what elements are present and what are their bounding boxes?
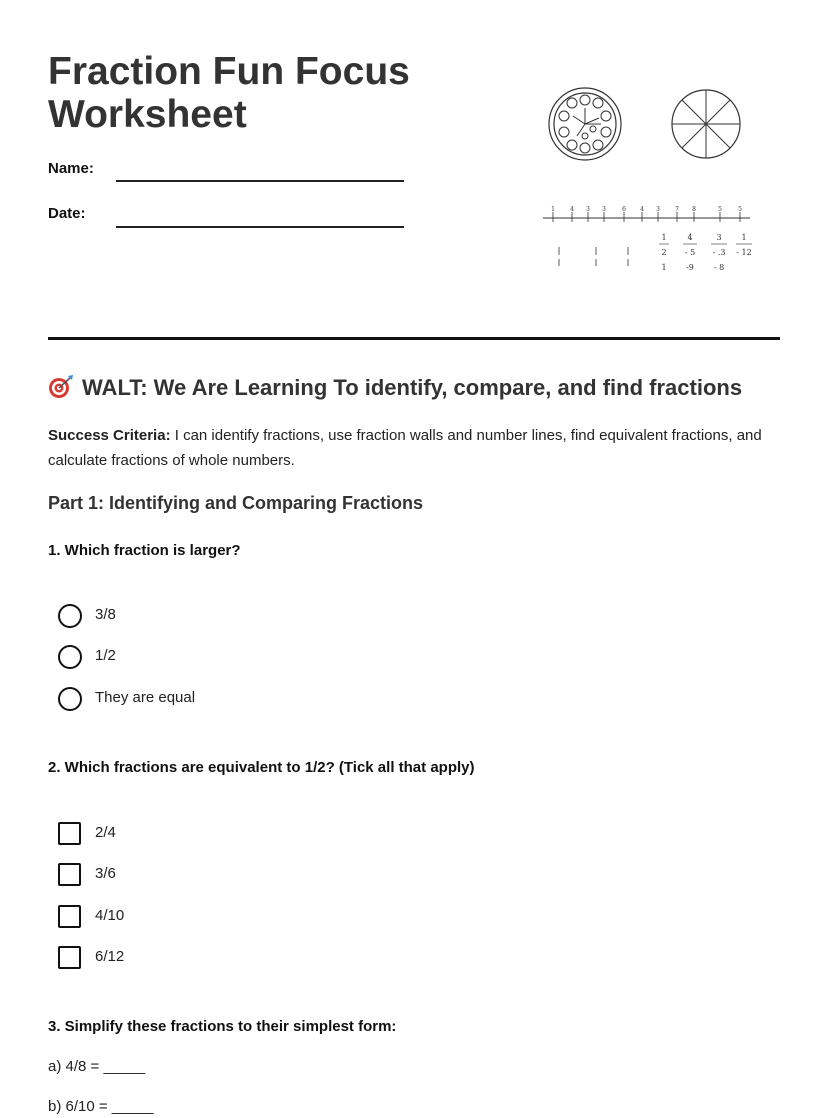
- date-field[interactable]: [116, 226, 404, 228]
- simplify-item-a[interactable]: a) 4/8 = _____: [48, 1058, 146, 1075]
- fraction-3-num: 3: [716, 233, 722, 242]
- q1-option-label: 1/2: [95, 647, 116, 664]
- q2-option-label: 3/6: [95, 865, 116, 882]
- pizza-fraction-icon: [547, 86, 623, 162]
- q1-option-label: 3/8: [95, 606, 116, 623]
- svg-text:3: 3: [656, 206, 660, 213]
- svg-text:3: 3: [602, 206, 606, 213]
- section-divider: [48, 337, 780, 340]
- checkbox[interactable]: [58, 946, 81, 969]
- fraction-4-den: - 12: [736, 248, 752, 257]
- question-1: 1. Which fraction is larger?: [48, 542, 241, 559]
- q2-option-label: 2/4: [95, 824, 116, 841]
- fraction-1-extra: 1: [661, 263, 667, 272]
- svg-text:4: 4: [640, 206, 644, 213]
- svg-text:7: 7: [675, 206, 679, 213]
- svg-text:3: 3: [586, 206, 590, 213]
- radio-button[interactable]: [58, 645, 82, 669]
- fraction-2-extra: -9: [686, 263, 694, 272]
- title-line-1: Fraction Fun Focus: [48, 50, 410, 93]
- simplify-item-b[interactable]: b) 6/10 = _____: [48, 1098, 154, 1115]
- fraction-2-num: 4: [687, 233, 693, 242]
- eighths-circle-icon: [671, 89, 741, 159]
- question-2: 2. Which fractions are equivalent to 1/2? (Tick all that apply): [48, 759, 475, 776]
- fraction-1-num: 1: [661, 233, 667, 242]
- svg-text:6: 6: [622, 206, 626, 213]
- walt-heading: [48, 375, 742, 401]
- svg-text:5: 5: [738, 206, 742, 213]
- success-criteria-label: Success Criteria:: [48, 427, 171, 444]
- date-label: Date:: [48, 205, 86, 222]
- svg-text:1: 1: [551, 206, 555, 213]
- checkbox[interactable]: [58, 822, 81, 845]
- fraction-3-den: - .3: [712, 248, 726, 257]
- q2-option-label: 6/12: [95, 948, 125, 965]
- svg-text:4: 4: [570, 206, 574, 213]
- svg-text:5: 5: [718, 206, 722, 213]
- name-label: Name:: [48, 160, 94, 177]
- fraction-1-den: 2: [661, 248, 667, 257]
- title-line-2: Worksheet: [48, 93, 247, 136]
- fraction-number-line-icon: [540, 204, 760, 276]
- question-3: 3. Simplify these fractions to their simplest form:: [48, 1018, 397, 1035]
- success-criteria-text: I can identify fractions, use fraction walls and number lines, find equivalent fractions, and calculate fractions of whole numbers.: [48, 427, 762, 469]
- fraction-2-den: - 5: [684, 248, 696, 257]
- success-criteria: [48, 423, 788, 473]
- part-1-heading: Part 1: Identifying and Comparing Fractions: [48, 493, 424, 513]
- fraction-3-extra: - 8: [713, 263, 725, 272]
- name-field[interactable]: [116, 180, 404, 182]
- walt-text: WALT: We Are Learning To identify, compare, and find fractions: [82, 375, 743, 400]
- fraction-4-num: 1: [741, 233, 747, 242]
- checkbox[interactable]: [58, 905, 81, 928]
- svg-text:8: 8: [692, 206, 696, 213]
- target-icon: [48, 375, 74, 399]
- worksheet-title: [48, 50, 428, 136]
- radio-button[interactable]: [58, 687, 82, 711]
- q2-option-label: 4/10: [95, 907, 125, 924]
- q1-option-label: They are equal: [95, 689, 196, 706]
- radio-button[interactable]: [58, 604, 82, 628]
- checkbox[interactable]: [58, 863, 81, 886]
